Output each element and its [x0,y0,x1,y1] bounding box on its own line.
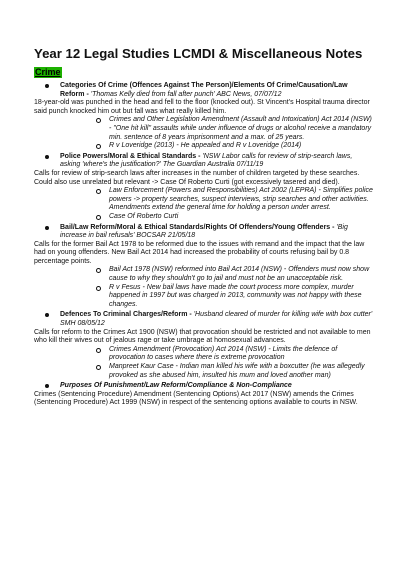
bullet-dot-icon [45,84,49,88]
note-block [34,153,374,222]
notes-content [34,82,374,408]
bullet-ring-icon [96,348,101,353]
note-block [34,224,374,310]
bullet-ring-icon [96,268,101,273]
topic-body: Calls for review of strip-search laws after increases in the number of children targeted by these searches. Could also use unrelated but relevant -> Case Of Roberto Curti (got excessively tasered and died). [34,169,360,186]
topic-heading: Categories Of Crime (Offences Against The Person)/Elements Of Crime/Causation/Law Reform - [60,82,348,98]
bullet-ring-icon [96,118,101,123]
topic-body: Crimes (Sentencing Procedure) Amendment (Sentencing Options) Act 2017 (NSW) amends the Crimes (Sentencing Procedure) Act 1999 (NSW) in respect of the sentencing options available to courts in NSW. [34,390,358,407]
sub-bullet-text: Manpreet Kaur Case - Indian man killed his wife with a boxcutter (he was allegedly provoked as she abused him, insulted his mum and loved another man) [109,363,365,379]
topic-bullet [34,382,374,391]
sub-bullet-text: Law Enforcement (Powers and Responsibilities) Act 2002 (LEPRA) - Simplifies police powers -> property searches, suspect interviews, strip searches and other activities. Amendments extend the general time for holding a person under arrest. [109,187,373,212]
bullet-ring-icon [96,286,101,291]
sub-bullet [34,346,374,363]
topic-heading: Police Powers/Moral & Ethical Standards - [60,152,203,160]
topic-body: Calls for reform to the Crimes Act 1900 (NSW) that provocation should be restricted and not available to men who kill their wives out of jealous rage or take umbrage at homosexual advances. [34,328,371,345]
note-block [34,82,374,151]
bullet-ring-icon [96,215,101,220]
bullet-ring-icon [96,189,101,194]
bullet-ring-icon [96,144,101,149]
page-title: Year 12 Legal Studies LCMDI & Miscellaneous Notes [34,46,363,61]
note-block [34,382,374,408]
topic-body: 18-year-old was punched in the head and fell to the floor (knocked out). St Vincent's Hospital trauma director said punch knocked him out but fall was what really killed him. [34,99,370,115]
sub-bullet-text: Crimes Amendment (Provocation) Act 2014 (NSW) - Limits the defence of provocation to cases where there is extreme provocation [109,345,338,362]
sub-bullet [34,116,374,142]
topic-bullet [34,153,374,170]
note-block [34,311,374,380]
sub-bullet [34,363,374,380]
sub-bullet [34,266,374,283]
topic-heading: Purposes Of Punishment/Law Reform/Compliance & Non-Compliance [60,382,292,390]
topic-source: 'Husband cleared of murder for killing wife with box cutter' SMH 08/05/12 [60,311,373,328]
sub-bullet-text: Crimes and Other Legislation Amendment (Assault and Intoxication) Act 2014 (NSW) - "One hit kill" assaults while under influence of drugs or alcohol receive a mandatory min. sentence of 8 years imprisonment and a max. of 25 years. [109,116,372,141]
bullet-dot-icon [45,313,49,317]
topic-body: Calls for the former Bail Act 1978 to be reformed due to the issues with remand and the impact that the law had on young offenders. New Bail Act 2014 had increased the probability of courts refusing bail by 0.8 percentage points. [34,240,365,265]
bullet-dot-icon [45,226,49,230]
section-heading-crime: Crime [35,67,61,77]
bullet-ring-icon [96,365,101,370]
sub-bullet-text: Bail Act 1978 (NSW) reformed into Bail Act 2014 (NSW) - Offenders must now show cause to why they shouldn't go to jail and must not be an unacceptable risk. [109,266,370,283]
topic-bullet [34,82,374,99]
topic-heading: Defences To Criminal Charges/Reform - [60,311,194,319]
sub-bullet [34,187,374,213]
sub-bullet-text: R v Loveridge (2013) - He appealed and R v Loveridge (2014) [109,142,302,150]
sub-bullet-text: R v Fesus - New bail laws have made the court process more complex, murder happened in 1997 but was charged in 2013, community was not happy with these changes. [109,283,362,308]
sub-bullet [34,142,374,151]
topic-source: 'Thomas Kelly died from fall after punch' ABC News, 07/07/12 [90,90,282,98]
sub-bullet-text: Case Of Roberto Curti [109,212,179,220]
topic-source: 'Big increase in bail refusals' BOCSAR 21/05/18 [60,223,348,240]
topic-heading: Bail/Law Reform/Moral & Ethical Standards/Rights Of Offenders/Young Offenders - [60,223,337,231]
topic-source: 'NSW Labor calls for review of strip-search laws, asking 'where's the justification?' The Guardian Australia 07/11/19 [60,152,353,169]
sub-bullet [34,284,374,310]
sub-bullet [34,213,374,222]
topic-bullet [34,311,374,328]
topic-bullet [34,224,374,241]
bullet-dot-icon [45,384,49,388]
bullet-dot-icon [45,155,49,159]
